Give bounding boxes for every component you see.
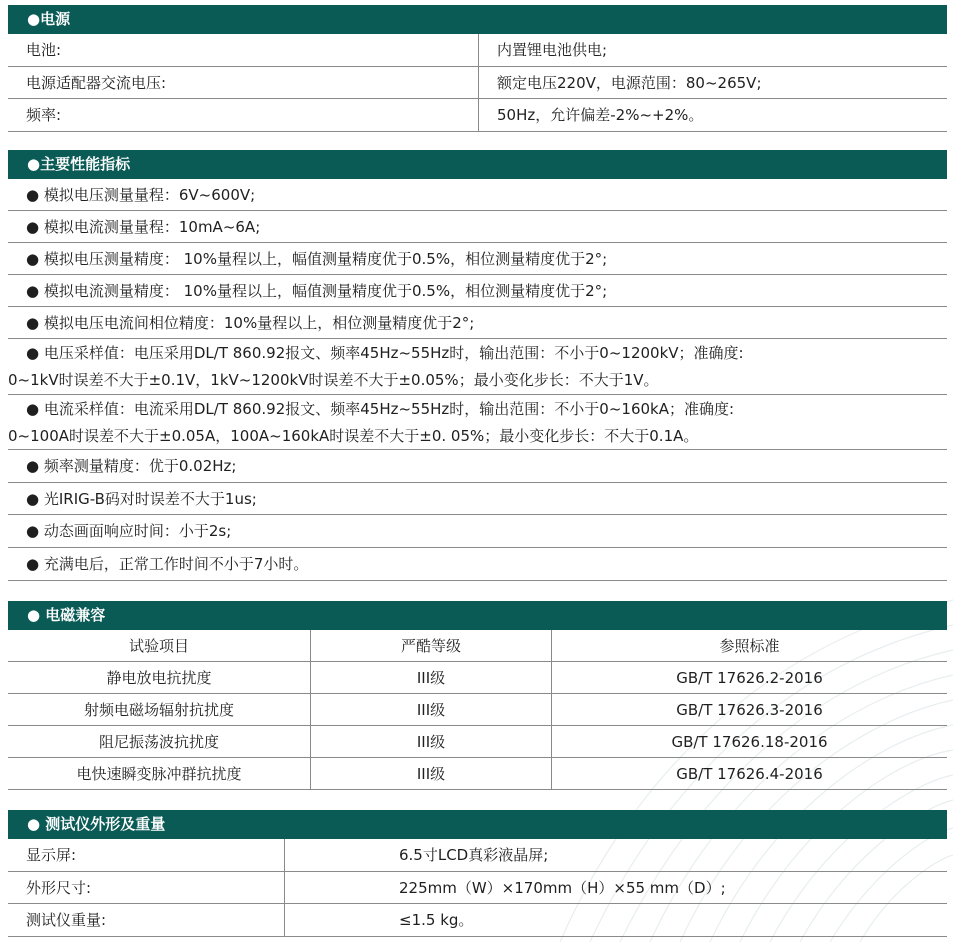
table-row	[8, 694, 947, 726]
table-row	[8, 34, 947, 67]
spec-text: ● 动态画面响应时间：小于2s;	[26, 522, 232, 540]
column-header-severity: 严酷等级	[311, 630, 552, 661]
table-cell: III级	[311, 758, 552, 789]
spec-text: ● 模拟电压测量精度： 10%量程以上，幅值测量精度优于0.5%，相位测量精度优于2°;	[26, 250, 608, 268]
table-cell: 电快速瞬变脉冲群抗扰度	[8, 758, 311, 789]
list-item	[8, 395, 947, 450]
list-item	[8, 339, 947, 395]
physical-value-display: 6.5寸LCD真彩液晶屏;	[399, 846, 549, 864]
spec-text: ● 模拟电压电流间相位精度：10%量程以上，相位测量精度优于2°;	[26, 314, 475, 332]
spec-text-continued: 0~1kV时误差不大于±0.1V，1kV~1200kV时误差不大于±0.05%；最小变化步长：不大于1V。	[8, 371, 659, 389]
emc-section-title: ● 电磁兼容	[8, 601, 947, 630]
power-value-frequency: 50Hz，允许偏差-2%~+2%。	[497, 106, 704, 124]
power-section	[8, 5, 947, 132]
table-cell: 阻尼振荡波抗扰度	[8, 726, 311, 757]
table-row	[8, 99, 947, 132]
physical-label-display: 显示屏:	[8, 839, 285, 871]
table-cell: III级	[311, 694, 552, 725]
list-item	[8, 450, 947, 483]
physical-label-dimensions: 外形尺寸:	[8, 872, 285, 903]
spec-text: ● 充满电后，正常工作时间不小于7小时。	[26, 555, 309, 573]
table-cell: 静电放电抗扰度	[8, 662, 311, 693]
spec-text: ● 电压采样值：电压采用DL/T 860.92报文、频率45Hz~55Hz时，输出范围：不小于0~1200kV；准确度:	[26, 344, 744, 362]
spec-text: ● 模拟电压测量量程：6V~600V;	[26, 186, 256, 204]
table-row	[8, 758, 947, 790]
list-item	[8, 275, 947, 307]
list-item	[8, 548, 947, 581]
list-item	[8, 515, 947, 548]
table-cell: GB/T 17626.2-2016	[676, 669, 823, 687]
spec-text: ● 电流采样值：电流采用DL/T 860.92报文、频率45Hz~55Hz时，输出范围：不小于0~160kA；准确度:	[26, 400, 735, 418]
physical-value-weight: ≤1.5 kg。	[399, 911, 474, 929]
table-cell: GB/T 17626.3-2016	[676, 701, 823, 719]
power-label-battery: 电池:	[8, 34, 479, 66]
list-item	[8, 483, 947, 515]
spec-text: ● 模拟电流测量量程：10mA~6A;	[26, 218, 261, 236]
physical-section	[8, 810, 947, 937]
emc-section	[8, 601, 947, 790]
table-cell: III级	[311, 726, 552, 757]
table-cell: 射频电磁场辐射抗扰度	[8, 694, 311, 725]
table-row	[8, 904, 947, 937]
performance-section	[8, 150, 947, 581]
list-item	[8, 243, 947, 275]
list-item	[8, 211, 947, 243]
spec-text: ● 模拟电流测量精度： 10%量程以上，幅值测量精度优于0.5%，相位测量精度优于2°;	[26, 282, 608, 300]
column-header-standard: 参照标准	[719, 637, 780, 655]
table-row	[8, 839, 947, 872]
physical-value-dimensions: 225mm（W）×170mm（H）×55 mm（D）;	[399, 879, 726, 897]
physical-section-title: ● 测试仪外形及重量	[8, 810, 947, 839]
table-row	[8, 67, 947, 99]
performance-section-title: ●主要性能指标	[8, 150, 947, 179]
power-value-battery: 内置锂电池供电;	[497, 41, 608, 59]
table-row	[8, 726, 947, 758]
power-value-adapter: 额定电压220V，电源范围：80~265V;	[497, 74, 762, 92]
column-header-test-item: 试验项目	[8, 630, 311, 661]
power-section-title: ●电源	[8, 5, 947, 34]
table-row	[8, 662, 947, 694]
list-item	[8, 179, 947, 211]
spec-text: ● 光IRIG-B码对时误差不大于1us;	[26, 490, 257, 508]
list-item	[8, 307, 947, 339]
table-cell: GB/T 17626.4-2016	[676, 765, 823, 783]
power-label-frequency: 频率:	[8, 99, 479, 131]
spec-text-continued: 0~100A时误差不大于±0.05A，100A~160kA时误差不大于±0. 05%；最小变化步长：不大于0.1A。	[8, 427, 699, 445]
table-header-row	[8, 630, 947, 662]
spec-text: ● 频率测量精度：优于0.02Hz;	[26, 457, 237, 475]
power-label-adapter: 电源适配器交流电压:	[8, 67, 479, 98]
physical-label-weight: 测试仪重量:	[8, 904, 285, 936]
table-cell: III级	[311, 662, 552, 693]
table-row	[8, 872, 947, 904]
table-cell: GB/T 17626.18-2016	[671, 733, 828, 751]
